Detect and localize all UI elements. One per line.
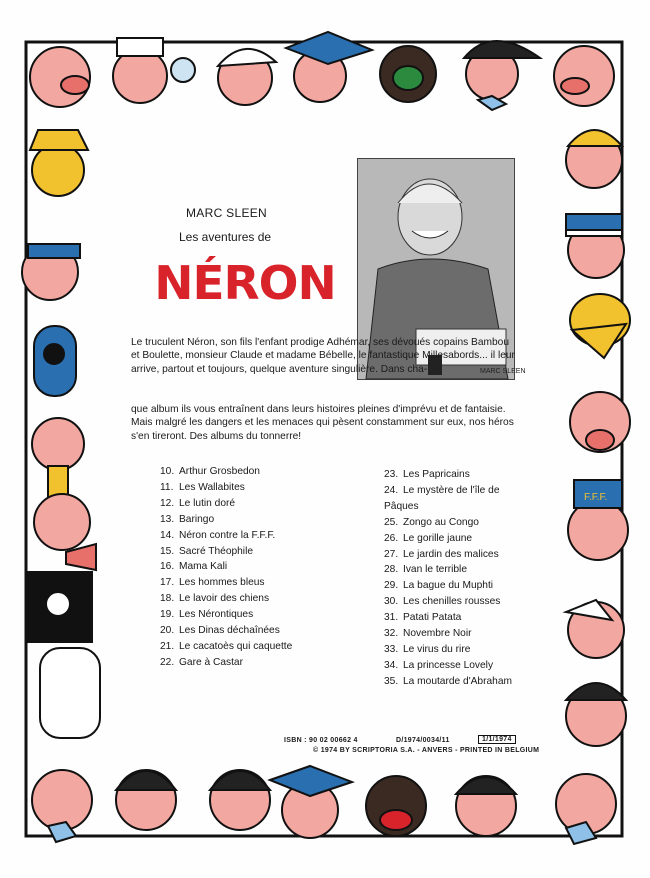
cartoon-head-right-8	[556, 774, 616, 844]
cartoon-head-left-1	[30, 130, 88, 196]
fff-badge: F.F.F.	[584, 492, 608, 503]
list-item: 23. Les Papricains	[384, 469, 470, 480]
cartoon-head-top-6	[464, 41, 540, 110]
list-item: 17. Les hommes bleus	[160, 577, 265, 589]
legal-deposit: D/1974/0034/11	[396, 737, 450, 744]
copyright-line: © 1974 BY SCRIPTORIA S.A. - ANVERS - PRINTED IN BELGIUM	[313, 747, 540, 754]
list-item: 32. Novembre Noir	[384, 628, 472, 640]
author-name: MARC SLEEN	[186, 206, 268, 220]
cartoon-head-bottom-5	[456, 776, 516, 836]
neron-logo: NÉRON	[154, 256, 336, 310]
list-item: 15. Sacré Théophile	[160, 545, 254, 557]
list-item: 29. La bague du Muphti	[384, 580, 494, 592]
isbn: ISBN : 90 02 00662 4	[284, 737, 358, 744]
list-item: 34. La princesse Lovely	[384, 659, 494, 671]
cartoon-head-top-5	[380, 46, 436, 102]
list-item: 10. Arthur Grosbedon	[160, 466, 260, 477]
list-item: 11. Les Wallabites	[160, 481, 245, 493]
cartoon-head-right-7	[566, 683, 626, 746]
list-item: 28. Ivan le terrible	[384, 564, 467, 576]
intro-paragraph-rest: que album ils vous entraînent dans leurs histoires pleines d'imprévu et de fantaisie. Mais malgré les dangers et les menaces qui pèsent constamment sur eux, nos héros s'en tireront. Des albums du tonnerre!	[131, 404, 514, 442]
photo-caption: MARC SLEEN	[480, 368, 526, 375]
list-item: 12. Le lutin doré	[160, 497, 236, 509]
cartoon-head-bottom-1	[116, 770, 176, 830]
intro-paragraph: Le truculent Néron, son fils l'enfant prodige Adhémar, ses dévoués copains Bambou et Boulette, monsieur Claude et madame Bébelle, le fantastique Millesabords... il leur arrive, partout et toujours, quelque aventure singulière. Dans cha-	[131, 337, 515, 375]
cartoon-head-right-1	[566, 130, 622, 188]
cartoon-head-left-2	[22, 244, 80, 300]
cartoon-head-left-5	[34, 494, 96, 570]
list-item: 13. Baringo	[160, 513, 215, 525]
list-item: 27. Le jardin des malices	[384, 548, 499, 560]
cartoon-head-left-3	[34, 326, 76, 396]
cartoon-head-left-7	[32, 770, 92, 842]
cartoon-head-bottom-4	[366, 776, 426, 836]
list-item: 21. Le cacatoès qui caquette	[160, 640, 293, 652]
cartoon-head-right-2	[566, 214, 624, 278]
list-item: 31. Patati Patata	[384, 612, 462, 624]
list-item: 30. Les chenilles rousses	[384, 596, 501, 608]
cartoon-head-bottom-3	[270, 766, 352, 838]
list-item: 14. Néron contre la F.F.F.	[160, 529, 276, 541]
cartoon-head-right-4	[570, 392, 630, 452]
cartoon-head-right-6	[566, 600, 624, 658]
series-subtitle: Les aventures de	[179, 230, 272, 244]
list-item: 20. Les Dinas déchaînées	[160, 625, 280, 637]
cartoon-head-top-2	[113, 38, 195, 103]
list-item: 16. Mama Kali	[160, 561, 228, 573]
cartoon-head-top-7	[554, 46, 614, 106]
cartoon-head-bottom-2	[210, 770, 270, 830]
cartoon-head-right-5	[568, 480, 628, 560]
list-item: 24. Le mystère de l'île de Pâques	[384, 484, 500, 512]
list-item: 18. Le lavoir des chiens	[160, 593, 270, 605]
album-list-right	[384, 467, 512, 690]
print-date: 1/1/1974	[478, 735, 516, 744]
cartoon-head-left-6	[26, 572, 100, 738]
list-item: 35. La moutarde d'Abraham	[384, 675, 512, 687]
cartoon-head-left-4	[32, 418, 84, 498]
album-list-left	[160, 464, 292, 671]
cartoon-head-top-1	[30, 47, 90, 107]
list-item: 33. Le virus du rire	[384, 643, 471, 655]
list-item: 19. Les Nérontiques	[160, 609, 254, 621]
list-item: 22. Gare à Castar	[160, 656, 243, 668]
list-item: 25. Zongo au Congo	[384, 516, 479, 528]
list-item: 26. Le gorille jaune	[384, 532, 473, 544]
cartoon-head-top-3	[218, 49, 276, 105]
